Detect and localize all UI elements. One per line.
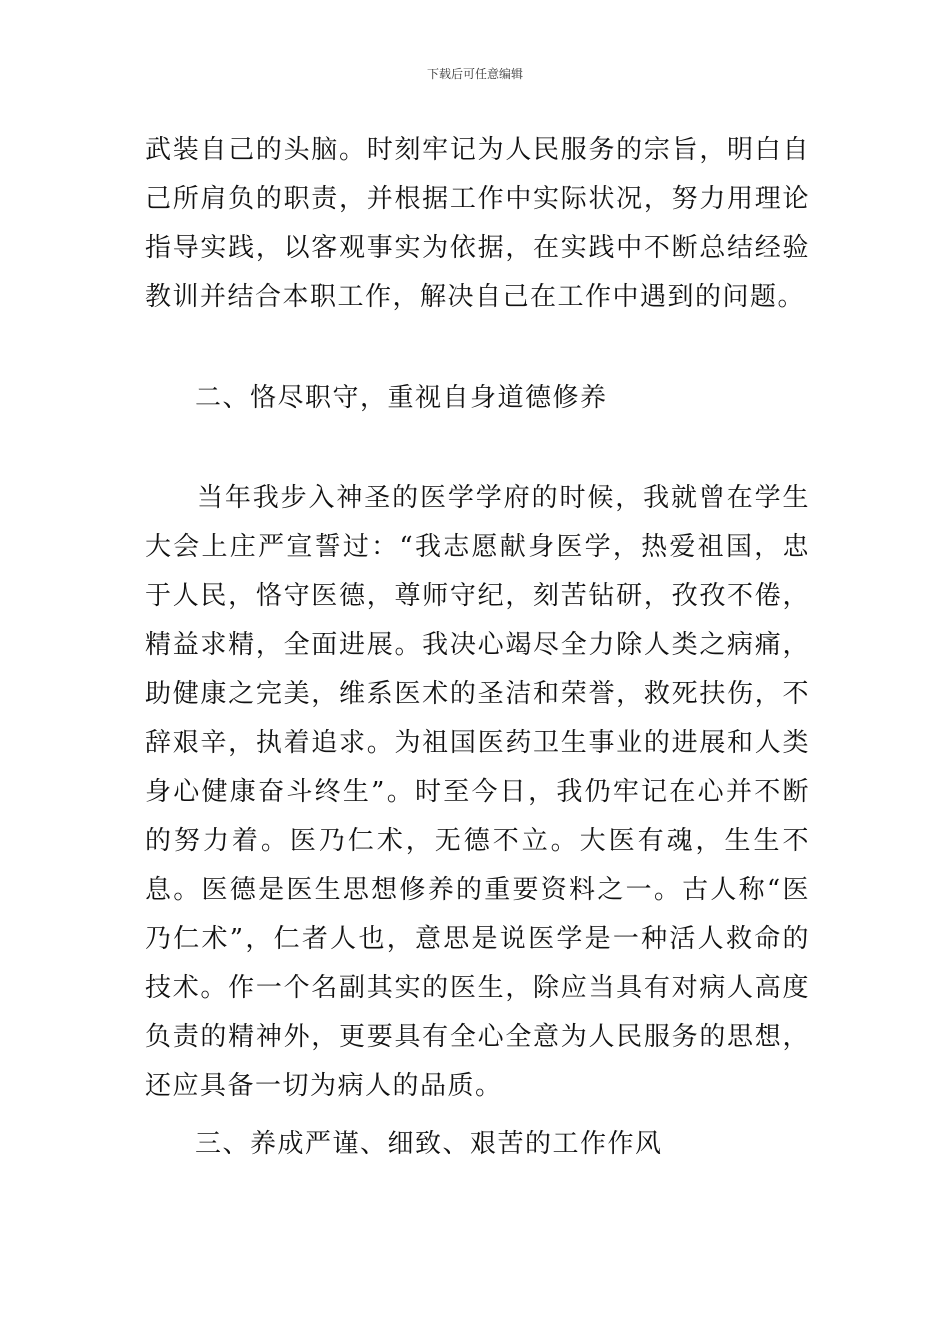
page-header-note: 下载后可任意编辑: [426, 67, 523, 81]
body-paragraph: 当年我步入神圣的医学学府的时候，我就曾在学生大会上庄严宣誓过：“我志愿献身医学，热爱祖国，忠于人民，恪守医德，尊师守纪，刻苦钻研，孜孜不倦，精益求精，全面进展。我决心竭尽全力除人类之病痛，助健康之完美，维系医术的圣洁和荣誉，救死扶伤，不辞艰辛，执着追求。为祖国医药卫生事业的进展和人类身心健康奋斗终生”。时至今日，我仍牢记在心并不断的努力着。医乃仁术，无德不立。大医有魂，生生不息。医德是医生思想修养的重要资料之一。古人称“医乃仁术”，仁者人也，意思是说医学是一种活人救命的技术。作一个名副其实的医生，除应当具有对病人高度负责的精神外，更要具有全心全意为人民服务的思想，还应具备一切为病人的品质。: [145, 483, 810, 1101]
section-heading: 二、恪尽职守，重视自身道德修养: [195, 383, 608, 413]
body-paragraph: 武装自己的头脑。时刻牢记为人民服务的宗旨，明白自己所肩负的职责，并根据工作中实际状况，努力用理论指导实践，以客观事实为依据，在实践中不断总结经验教训并结合本职工作，解决自己在工作中遇到的问题。: [145, 135, 810, 312]
section-heading: 三、养成严谨、细致、艰苦的工作作风: [195, 1129, 663, 1159]
